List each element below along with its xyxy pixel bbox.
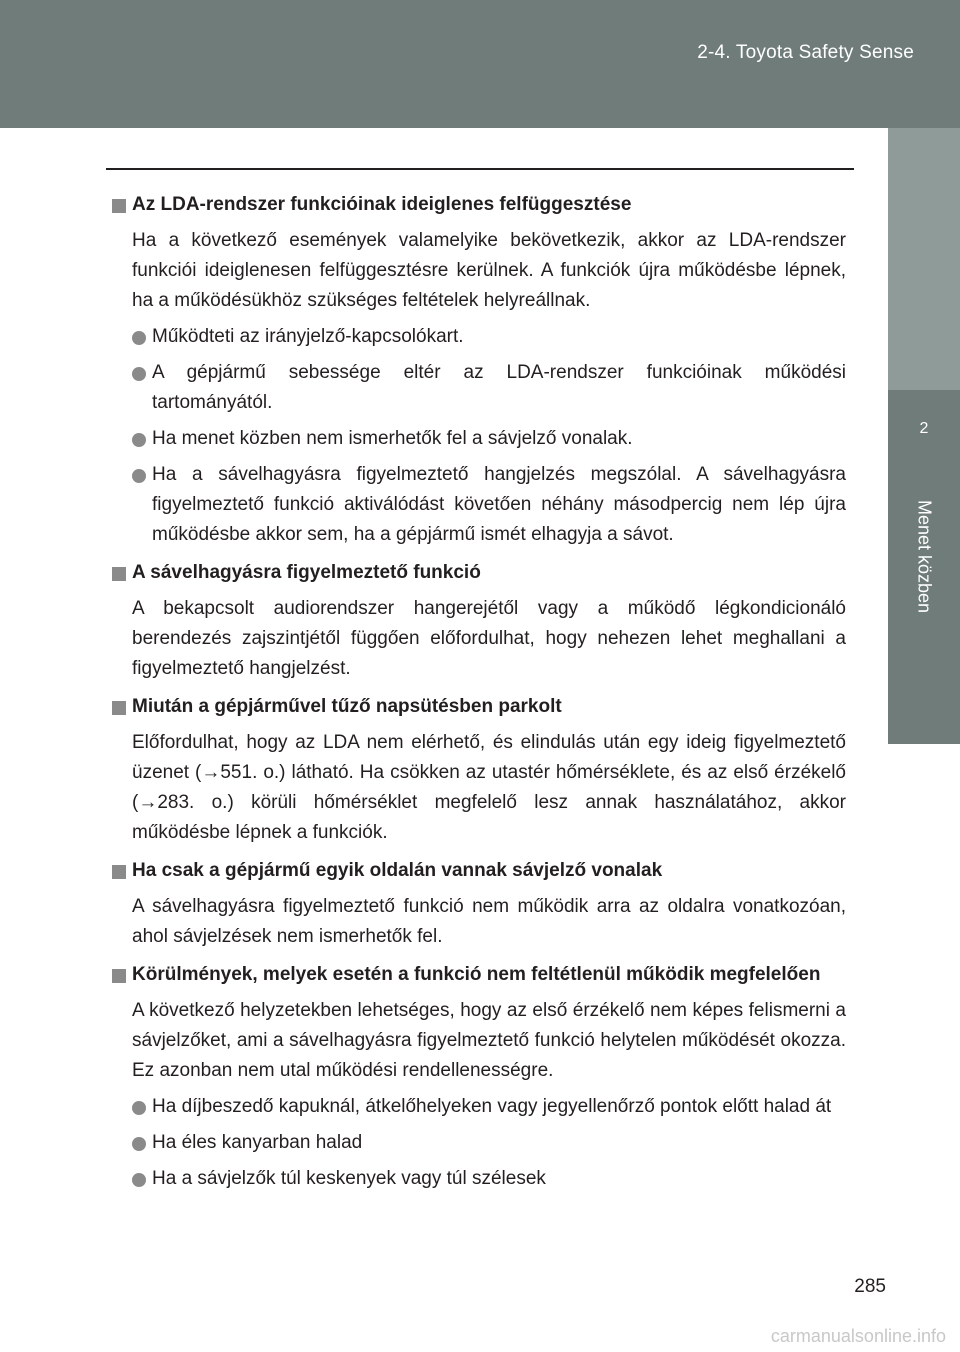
list-item: Ha a sávjelzők túl keskenyek vagy túl szélesek [112, 1164, 846, 1194]
square-bullet-icon [112, 567, 126, 581]
list-item: Ha díjbeszedő kapuknál, átkelőhelyeken vagy jegyellenőrző pontok előtt halad át [112, 1092, 846, 1122]
list-item: Ha éles kanyarban halad [112, 1128, 846, 1158]
list-item: Ha menet közben nem ismerhetők fel a sávjelző vonalak. [112, 424, 846, 454]
chapter-number: 2 [919, 420, 929, 437]
square-bullet-icon [112, 865, 126, 879]
section-title: 2-4. Toyota Safety Sense [697, 42, 914, 63]
list-item: A gépjármű sebessége eltér az LDA-rendszer funkcióinak működési tartományától. [112, 358, 846, 418]
chapter-tab[interactable] [888, 390, 960, 482]
section-heading: Ha csak a gépjármű egyik oldalán vannak sávjelző vonalak [112, 856, 846, 886]
top-rule [106, 168, 854, 170]
square-bullet-icon [112, 969, 126, 983]
page-number: 285 [854, 1276, 886, 1297]
round-bullet-icon [132, 1101, 146, 1115]
round-bullet-icon [132, 1173, 146, 1187]
section-paragraph: Előfordulhat, hogy az LDA nem elérhető, és elindulás után egy ideig figyelmeztető üzenet (→551. o.) látható. Ha csökken az utastér hőmérséklete, és az első érzékelő (→283. o.) körüli hőmérséklet megfelelő lesz annak használatához, akkor működésbe lépnek a funkciók. [132, 732, 846, 843]
section-heading: Az LDA-rendszer funkcióinak ideiglenes felfüggesztése [112, 190, 846, 220]
chapter-label-tab[interactable] [888, 482, 960, 744]
round-bullet-icon [132, 331, 146, 345]
list-item: Működteti az irányjelző-kapcsolókart. [112, 322, 846, 352]
section-paragraph: A következő helyzetekben lehetséges, hogy az első érzékelő nem képes felismerni a sávjelzőket, ami a sávelhagyásra figyelmeztető funkció helytelen működését okozza. Ez azonban nem utal működési rendellenességre. [132, 1000, 846, 1081]
section-paragraph: A bekapcsolt audiorendszer hangerejétől vagy a működő légkondicionáló berendezés zajszintjétől függően előfordulhat, hogy nehezen lehet meghallani a figyelmeztető hangjelzést. [132, 598, 846, 679]
page-content [112, 190, 846, 1194]
round-bullet-icon [132, 469, 146, 483]
chapter-label: Menet közben [914, 500, 935, 614]
square-bullet-icon [112, 701, 126, 715]
header-band [0, 0, 960, 128]
section-heading: Miután a gépjárművel tűző napsütésben parkolt [112, 692, 846, 722]
round-bullet-icon [132, 433, 146, 447]
side-tab-spacer [888, 128, 960, 390]
section-heading: A sávelhagyásra figyelmeztető funkció [112, 558, 846, 588]
round-bullet-icon [132, 1137, 146, 1151]
section-heading: Körülmények, melyek esetén a funkció nem feltétlenül működik megfelelően [112, 960, 846, 990]
round-bullet-icon [132, 367, 146, 381]
section-paragraph: Ha a következő események valamelyike bekövetkezik, akkor az LDA-rendszer funkciói ideiglenesen felfüggesztésre kerülnek. A funkciók újra működésbe lépnek, ha a működésükhöz szükséges feltételek helyreállnak. [132, 230, 846, 311]
section-paragraph: A sávelhagyásra figyelmeztető funkció nem működik arra az oldalra vonatkozóan, ahol sávjelzések nem ismerhetők fel. [132, 896, 846, 947]
watermark: carmanualsonline.info [770, 1326, 946, 1346]
square-bullet-icon [112, 199, 126, 213]
list-item: Ha a sávelhagyásra figyelmeztető hangjelzés megszólal. A sávelhagyásra figyelmeztető funkció aktiválódást követően néhány másodpercig nem lép újra működésbe akkor sem, ha a gépjármű ismét elhagyja a sávot. [112, 460, 846, 550]
